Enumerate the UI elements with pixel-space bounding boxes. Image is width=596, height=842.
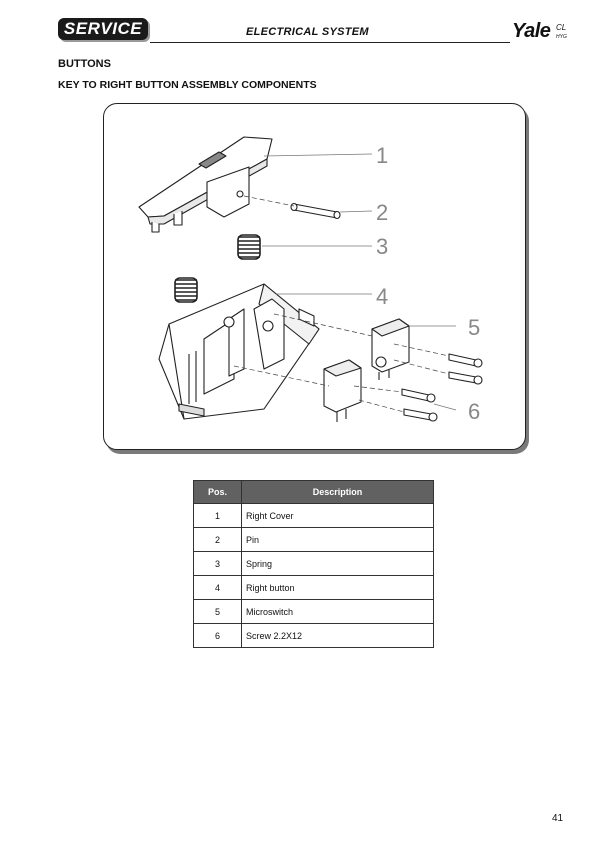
callout-numbers bbox=[376, 143, 480, 424]
page-subheading: KEY TO RIGHT BUTTON ASSEMBLY COMPONENTS bbox=[58, 79, 317, 91]
callout-3: 3 bbox=[376, 234, 389, 259]
callout-5: 5 bbox=[468, 315, 481, 340]
right-button-part bbox=[159, 284, 319, 419]
table-row bbox=[194, 624, 434, 648]
callout-6: 6 bbox=[468, 399, 481, 424]
components-table bbox=[193, 480, 434, 648]
table-row bbox=[194, 600, 434, 624]
table-header-row bbox=[194, 481, 434, 504]
table-row bbox=[194, 576, 434, 600]
spring-part-left bbox=[175, 278, 197, 302]
right-cover-part bbox=[139, 137, 272, 232]
exploded-view-drawing bbox=[104, 104, 525, 449]
page-number: 41 bbox=[552, 813, 564, 824]
brand-mark bbox=[556, 24, 567, 41]
service-badge: SERVICE bbox=[58, 18, 148, 40]
column-header-description: Description bbox=[242, 481, 434, 504]
microswitch-part bbox=[372, 319, 409, 380]
exploded-view-figure bbox=[103, 103, 526, 450]
cell-description: Screw 2.2X12 bbox=[242, 624, 434, 648]
table-row bbox=[194, 504, 434, 528]
brand-mark-top: CL bbox=[556, 23, 567, 32]
cell-pos: 2 bbox=[194, 528, 242, 552]
brand-mark-bottom: HYG bbox=[556, 34, 567, 40]
brand-logo: Yale bbox=[512, 20, 551, 42]
cell-pos: 5 bbox=[194, 600, 242, 624]
cell-pos: 3 bbox=[194, 552, 242, 576]
table-row bbox=[194, 528, 434, 552]
cell-pos: 1 bbox=[194, 504, 242, 528]
cell-pos: 6 bbox=[194, 624, 242, 648]
cell-description: Right button bbox=[242, 576, 434, 600]
header-rule bbox=[150, 42, 510, 43]
cell-description: Microswitch bbox=[242, 600, 434, 624]
page-header bbox=[0, 0, 596, 50]
table-row bbox=[194, 552, 434, 576]
cell-description: Right Cover bbox=[242, 504, 434, 528]
cell-description: Spring bbox=[242, 552, 434, 576]
page-heading: BUTTONS bbox=[58, 58, 111, 70]
pin-part bbox=[291, 204, 340, 219]
cell-pos: 4 bbox=[194, 576, 242, 600]
callout-4: 4 bbox=[376, 284, 389, 309]
column-header-pos: Pos. bbox=[194, 481, 242, 504]
microswitch-part-lower bbox=[324, 360, 361, 422]
spring-part bbox=[238, 235, 260, 259]
callout-2: 2 bbox=[376, 200, 389, 225]
callout-1: 1 bbox=[376, 143, 389, 168]
section-title: ELECTRICAL SYSTEM bbox=[246, 26, 369, 38]
cell-description: Pin bbox=[242, 528, 434, 552]
